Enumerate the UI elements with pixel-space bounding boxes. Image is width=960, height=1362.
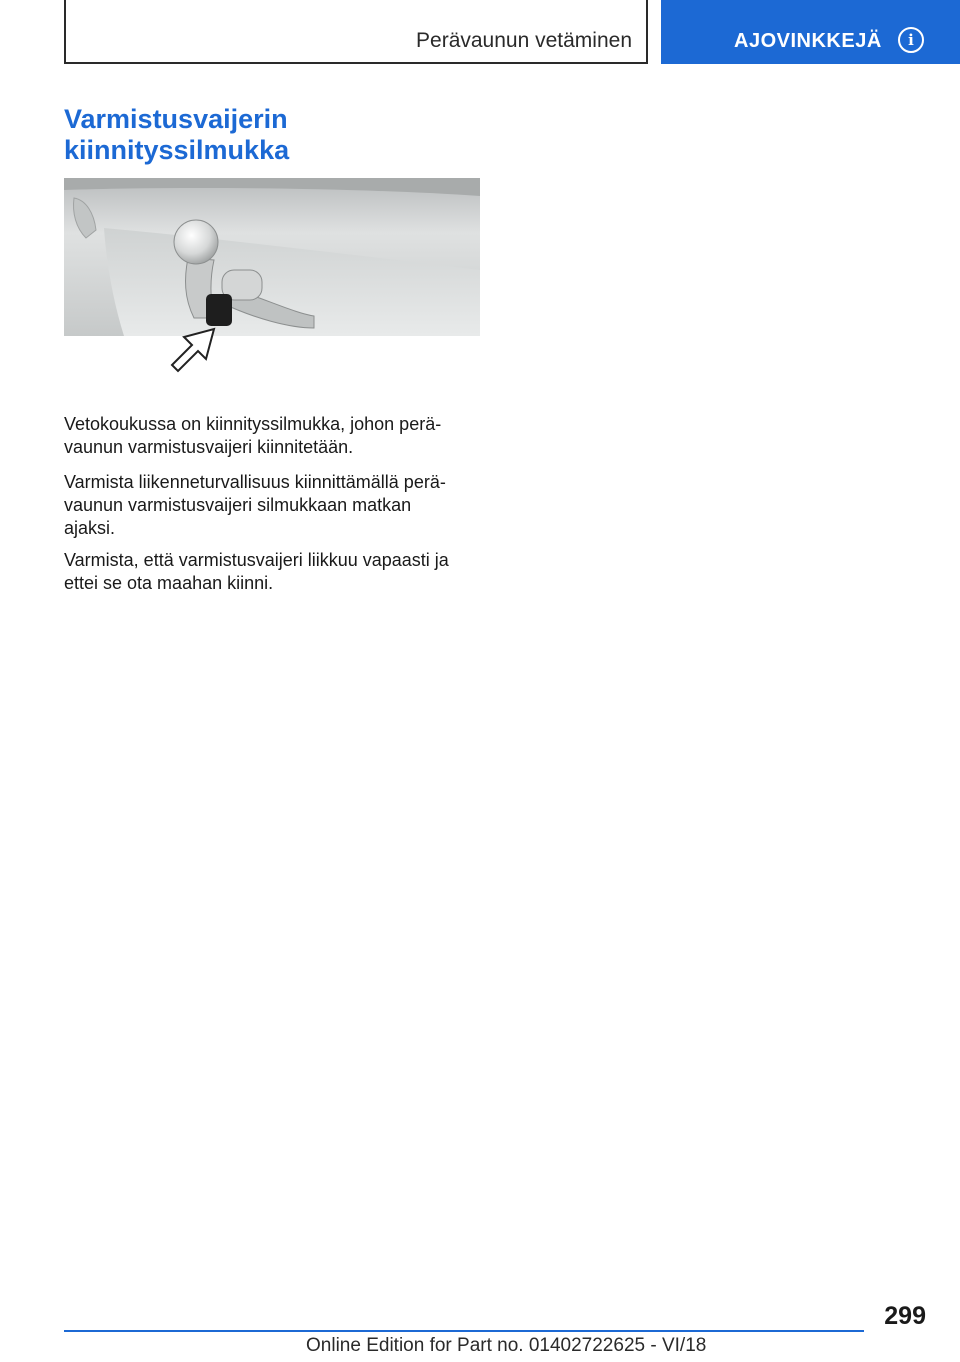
- info-icon[interactable]: i: [898, 27, 924, 53]
- safety-eyelet: [206, 294, 232, 326]
- text-line: vaunun varmistusvaijeri kiinnitetään.: [64, 437, 354, 457]
- paragraph: [64, 413, 484, 459]
- tow-hitch-illustration: [64, 178, 480, 378]
- tow-ball: [174, 220, 218, 264]
- text-line: Varmista, että varmistusvaijeri liikkuu vapaasti ja: [64, 550, 449, 570]
- text-line: vaunun varmistusvaijeri silmukkaan matkan: [64, 495, 412, 515]
- paragraph: [64, 549, 484, 595]
- text-line: ajaksi.: [64, 518, 116, 538]
- body-text: [64, 413, 484, 607]
- text-line: Varmista liikenneturvallisuus kiinnittämällä perä‐: [64, 472, 446, 492]
- page-title-line: kiinnityssilmukka: [64, 135, 290, 165]
- header-chapter-label: AJOVINKKEJÄ: [734, 30, 882, 52]
- header-section-box: [64, 0, 648, 64]
- text-line: ettei se ota maahan kiinni.: [64, 573, 274, 593]
- header-chapter-tab[interactable]: [661, 0, 960, 64]
- header-section-title: Perävaunun vetäminen: [416, 29, 632, 52]
- paragraph: [64, 471, 484, 540]
- page-title: [64, 104, 289, 166]
- page-title-line: Varmistusvaijerin: [64, 104, 288, 134]
- footer-edition: Online Edition for Part no. 01402722625 - VI/18: [306, 1335, 707, 1356]
- text-line: Vetokoukussa on kiinnityssilmukka, johon perä‐: [64, 414, 442, 434]
- page-number: 299: [884, 1302, 926, 1330]
- footer-divider: [64, 1330, 864, 1332]
